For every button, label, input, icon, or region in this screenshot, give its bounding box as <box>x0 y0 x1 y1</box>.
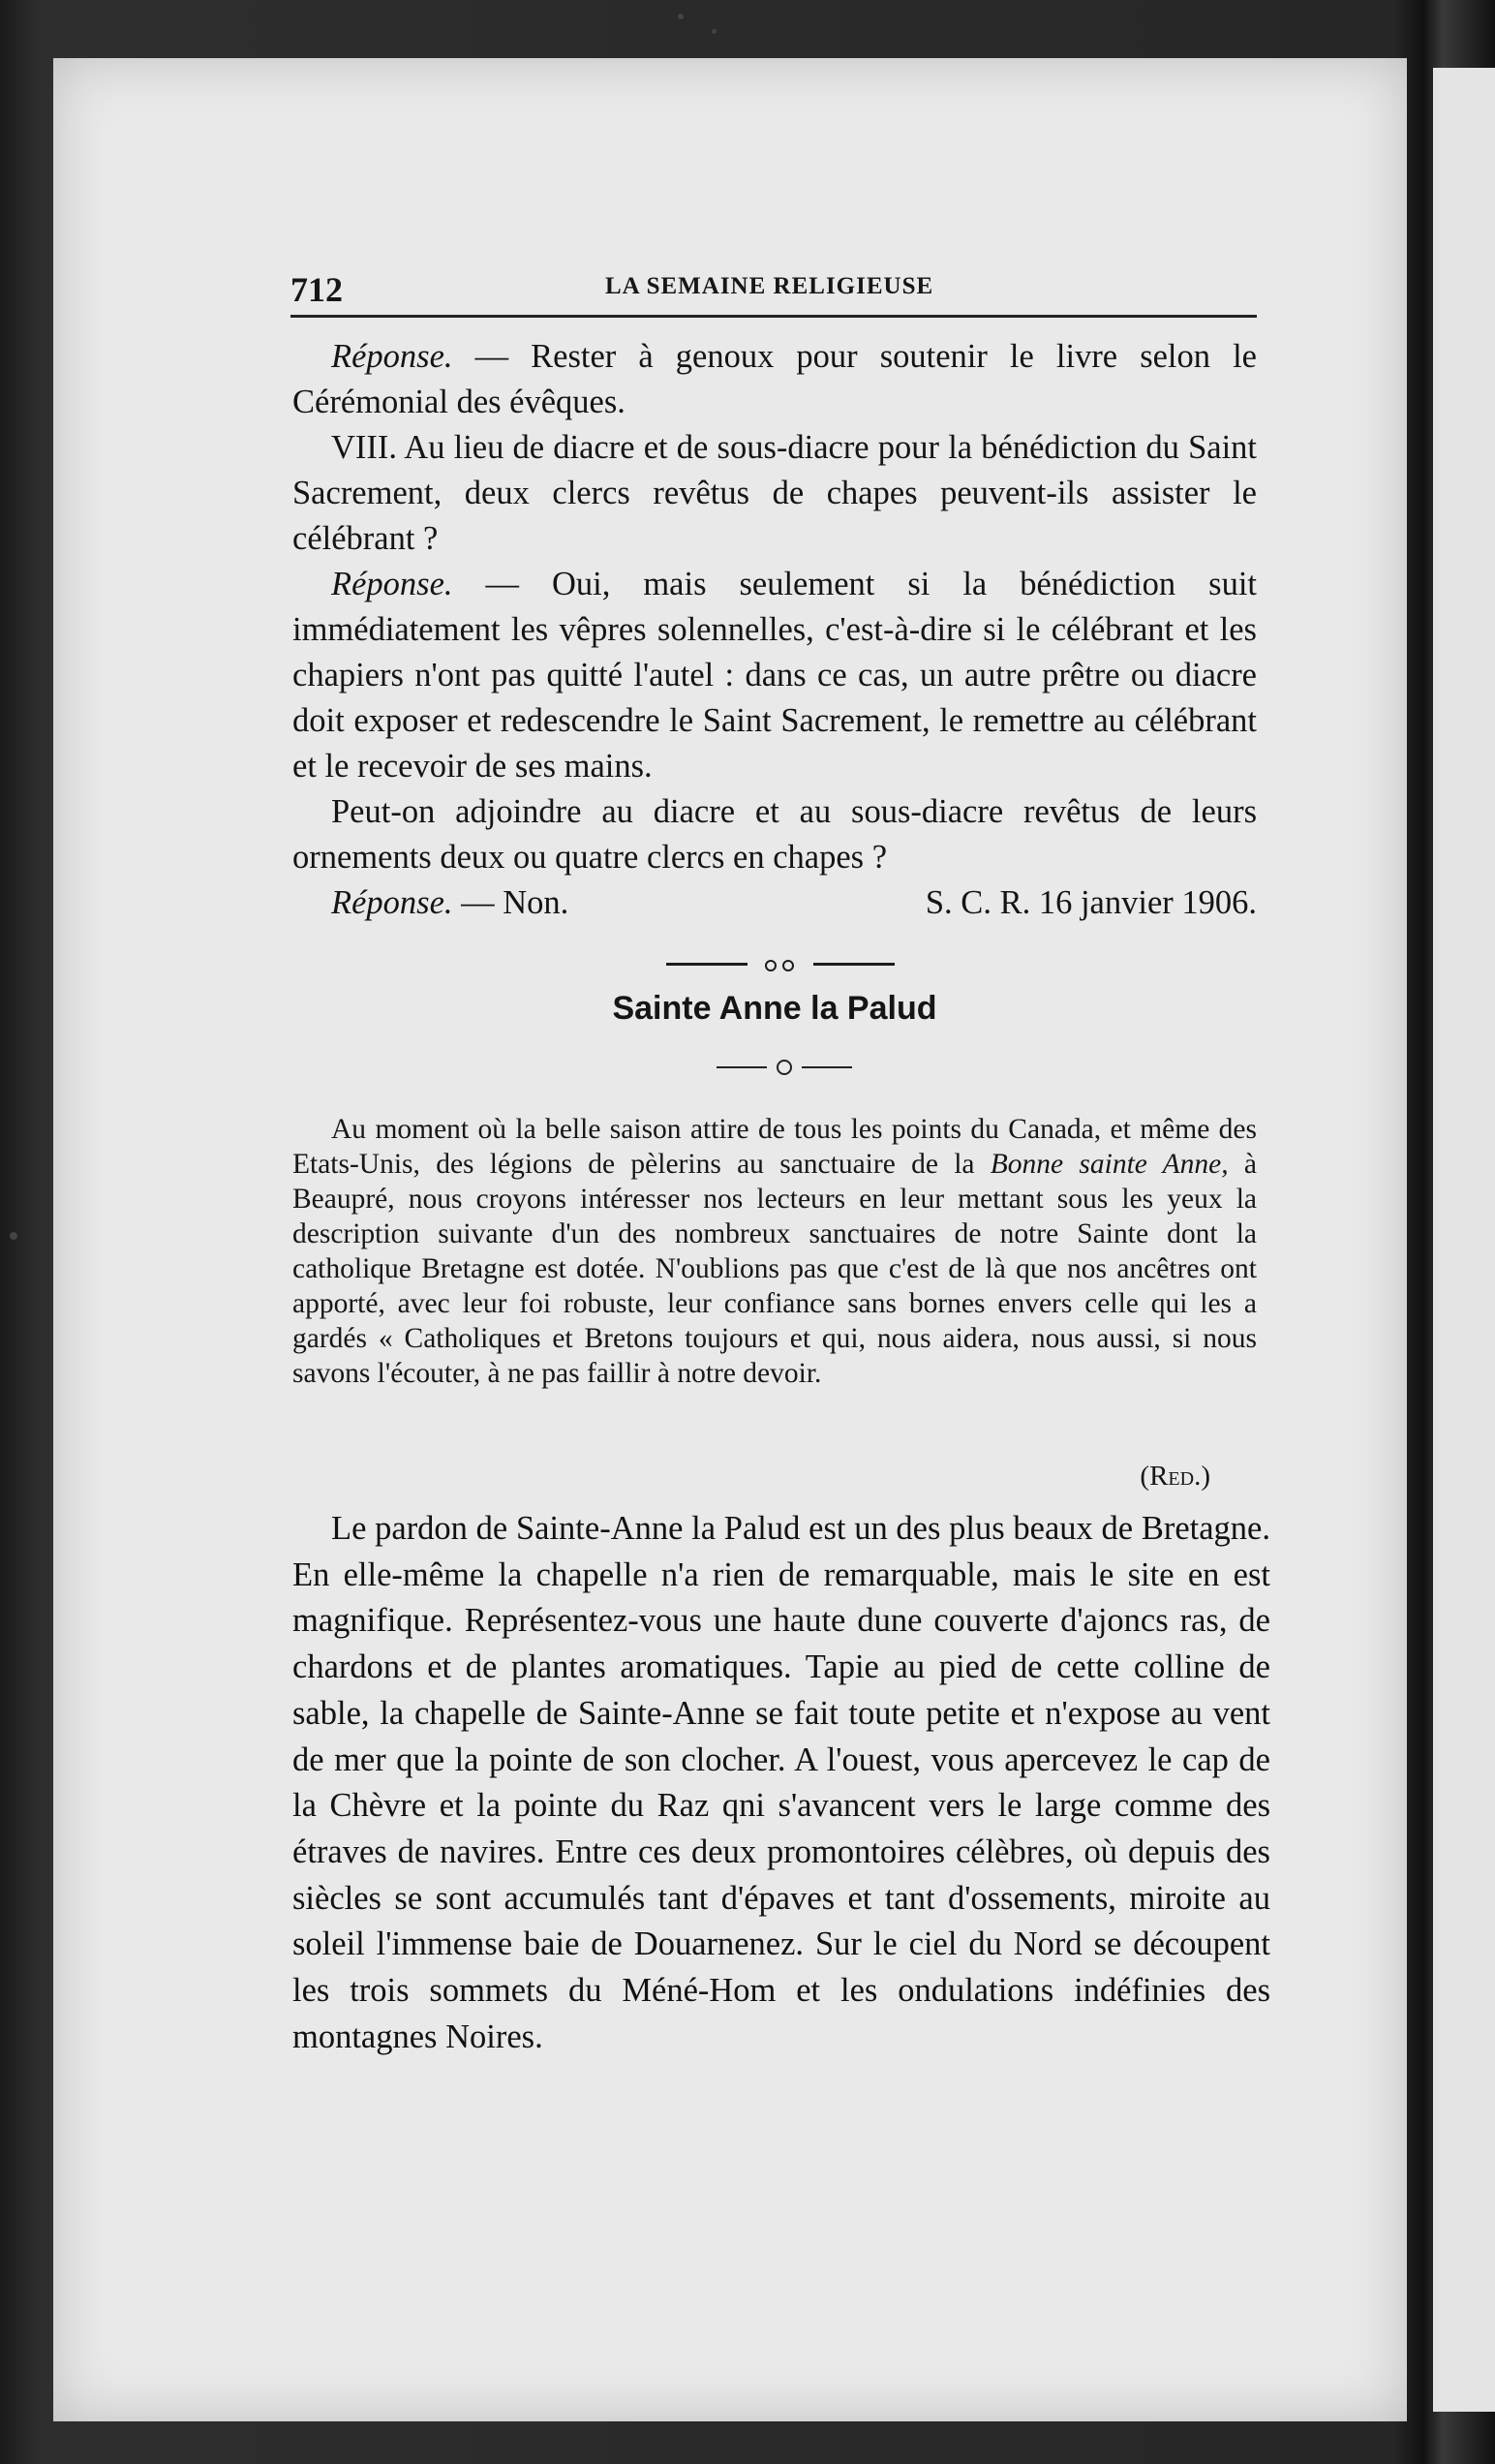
page-header <box>290 269 1257 318</box>
final-answer <box>292 880 1257 926</box>
response-label: Réponse. <box>331 884 453 921</box>
running-title: LA SEMAINE RELIGIEUSE <box>605 273 934 299</box>
qa-text: VIII. Au lieu de diacre et de sous-diacre pour la bénédiction du Saint Sacrement, deux clercs revêtus de chapes peuvent-ils assister le célébrant ? <box>292 429 1257 557</box>
scan-speck <box>10 1232 17 1240</box>
final-answer-text: — Non. <box>452 884 569 921</box>
section-ornament <box>666 954 895 973</box>
title-separator <box>717 1058 852 1077</box>
intro-paragraph <box>292 1112 1257 1391</box>
sanctuary-name: Bonne sainte Anne, <box>990 1149 1229 1180</box>
qa-text: — Oui, mais seulement si la bénédiction suit immédiatement les vêpres solennelles, c'est-à-dire si le célébrant et les chapiers n'ont pas quitté l'autel : dans ce cas, un autre prêtre ou diacre doit exposer et redescendre le Saint Sacrement, le remettre au célébrant et le recevoir de ses mains. <box>292 566 1257 785</box>
editor-signature: (Red.) <box>1140 1461 1210 1492</box>
qa-paragraph <box>292 334 1257 425</box>
next-page-edge <box>1433 68 1495 2412</box>
response-label: Réponse. <box>331 338 453 375</box>
qa-paragraph <box>292 789 1257 880</box>
decree-source: S. C. R. 16 janvier 1906. <box>925 884 1257 921</box>
intro-text: Au moment où la belle saison attire de tous les points du Canada, et même des Etats-Unis, des légions de pèlerins au sanctuaire de la <box>292 1114 1257 1180</box>
header-rule <box>290 315 1257 318</box>
section-title: Sainte Anne la Palud <box>612 990 937 1027</box>
editorial-intro <box>292 1112 1257 1391</box>
qa-text: — Rester à genoux pour soutenir le livre selon le Cérémonial des évêques. <box>292 338 1257 420</box>
qa-section <box>292 334 1257 926</box>
qa-text: Peut-on adjoindre au diacre et au sous-diacre revêtus de leurs ornements deux ou quatre clercs en chapes ? <box>292 793 1257 876</box>
response-label: Réponse. <box>331 566 453 602</box>
article-body <box>292 1506 1270 2060</box>
scan-speck <box>678 14 684 19</box>
qa-paragraph <box>292 562 1257 789</box>
page-number: 712 <box>290 270 343 309</box>
article-paragraph: Le pardon de Sainte-Anne la Palud est un des plus beaux de Bretagne. En elle-même la chapelle n'a rien de remarquable, mais le site en est magnifique. Représentez-vous une haute dune couverte d'ajoncs ras, de chardons et de plantes aromatiques. Tapie au pied de cette colline de sable, la chapelle de Sainte-Anne se fait toute petite et n'expose au vent de mer que la pointe de son clocher. A l'ouest, vous apercevez le cap de la Chèvre et la pointe du Raz qni s'avancent vers le large comme des étraves de navires. Entre ces deux promontoires célèbres, où depuis des siècles se sont accumulés tant d'épaves et tant d'ossements, miroite au soleil l'immense baie de Douarnenez. Sur le ciel du Nord se découpent les trois sommets du Méné-Hom et les ondulations indéfinies des montagnes Noires. <box>292 1510 1270 2055</box>
qa-paragraph <box>292 425 1257 562</box>
scan-speck <box>712 29 717 34</box>
intro-text-continued: à Beaupré, nous croyons intéresser nos lecteurs en leur mettant sous les yeux la description suivante d'un des nombreux sanctuaires de notre Sainte dont la catholique Bretagne est dotée. N'oublions pas que c'est de là que nos ancêtres ont apporté, avec leur foi robuste, leur confiance sans bornes envers celle qui les a gardés « Catholiques et Bretons toujours et qui, nous aidera, nous aussi, si nous savons l'écouter, à ne pas faillir à notre devoir. <box>292 1149 1257 1389</box>
